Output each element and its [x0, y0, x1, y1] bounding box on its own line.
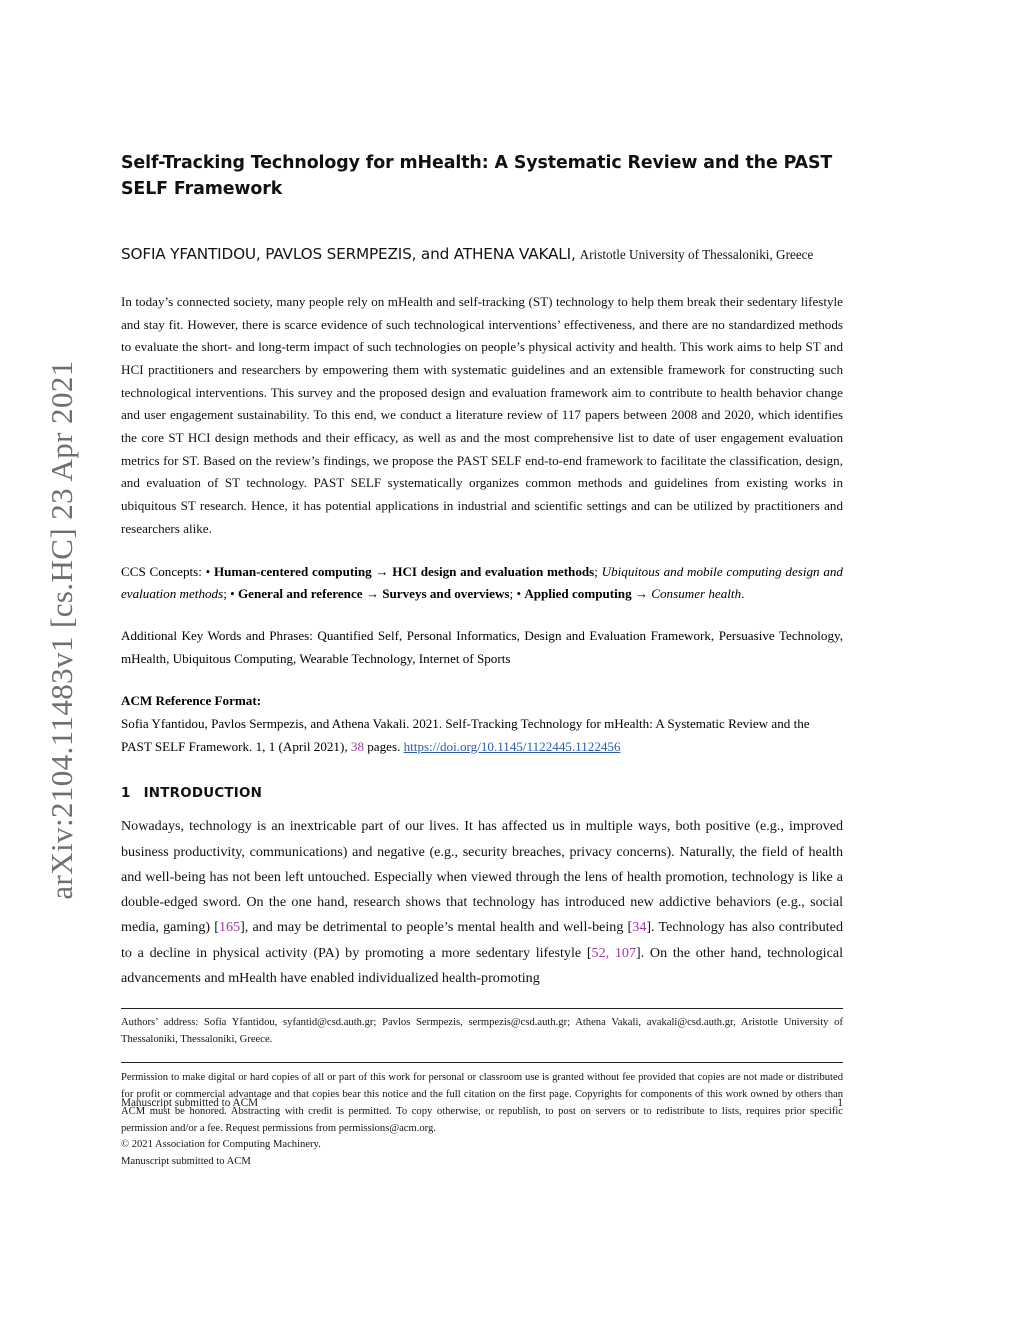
authors-names: SOFIA YFANTIDOU, PAVLOS SERMPEZIS, and ATHENA VAKALI,: [121, 244, 576, 263]
authors-address-footnote: Authors’ address: Sofia Yfantidou, syfantid@csd.auth.gr; Pavlos Sermpezis, sermpezis@csd.auth.gr; Athena Vakali, avakali@csd.auth.gr, Aristotle University of Thessaloniki, Thessaloniki, Greece.: [121, 1017, 843, 1045]
permission-divider: [121, 1062, 843, 1063]
authors-block: [121, 242, 843, 268]
authors-affiliation: Aristotle University of Thessaloniki, Greece: [579, 246, 814, 262]
section-title: INTRODUCTION: [143, 786, 263, 802]
paper-page: [121, 0, 843, 1320]
ccs-bullet-2: •: [516, 586, 525, 602]
acm-reference-citation: Sofia Yfantidou, Pavlos Sermpezis, and Athena Vakali. 2021. Self-Tracking Technology for mHealth: A Systematic Review and the PAST SELF Framework. 1, 1 (April 2021),: [121, 716, 810, 754]
ccs-category-0: Human-centered computing: [213, 563, 372, 579]
ccs-sep-a-0: ;: [594, 563, 602, 579]
ccs-target-1: Surveys and overviews: [382, 586, 510, 602]
permission-statement: Permission to make digital or hard copies of all or part of this work for personal or classroom use is granted without fee provided that copies are not made or distributed for profit or commercial advantage and that copies bear this notice and the full citation on the first page. Copyrights for components of this work owned by others than ACM must be honored. Abstracting with credit is permitted. To copy otherwise, or republish, to post on servers or to redistribute to lists, requires prior specific permission and/or a fee. Request permissions from permissions@acm.org.: [121, 1072, 843, 1134]
acm-reference-heading: ACM Reference Format:: [121, 693, 262, 709]
ccs-sep-b-0: ;: [223, 586, 227, 602]
intro-text-part-1: Nowadays, technology is an inextricable part of our lives. It has affected us in multiple ways, both positive (e.g., improved business productivity, communications) and negative (e.g., security breaches, privacy concerns). Naturally, the field of health and well-being has not been left untouched. Especially when viewed through the lens of health promotion, technology is like a double-edged sword. On the one hand, research shows that technology has introduced new addictive behaviors (e.g., social media, gaming) [: [121, 818, 843, 936]
acm-reference-pagecount: 38: [350, 738, 364, 754]
ccs-category-2: Applied computing: [524, 586, 632, 602]
page-footer: [121, 1097, 843, 1109]
ccs-sep-b-2: .: [741, 586, 745, 602]
citation-52-107[interactable]: 52, 107: [591, 944, 636, 961]
page-title: Self-Tracking Technology for mHealth: A Systematic Review and the PAST SELF Framework: [121, 153, 833, 200]
page-footer-left: Manuscript submitted to ACM: [121, 1097, 259, 1109]
introduction-paragraph: [121, 814, 843, 991]
ccs-category-1: General and reference: [237, 586, 363, 602]
copyright-line: © 2021 Association for Computing Machinery.: [121, 1139, 321, 1151]
ccs-list: [121, 564, 843, 602]
ccs-italic-2: Consumer health: [651, 586, 742, 602]
intro-text-part-2: ], and may be detrimental to people’s mental health and well-being [: [240, 919, 633, 936]
ccs-bullet-1: •: [226, 586, 238, 602]
author-address-divider: [121, 1008, 843, 1009]
abstract: In today’s connected society, many people rely on mHealth and self-tracking (ST) technology to help them break their sedentary lifestyle and stay fit. However, there is scarce evidence of such technological interventions’ effectiveness, and there are no standardized methods to evaluate the short- and long-term impact of such technologies on people’s physical activity and health. This work aims to help ST and HCI practitioners and researchers by empowering them with systematic guidelines and an extensible framework for constructing such technological interventions. This survey and the proposed design and evaluation framework aim to contribute to health behavior change and user engagement sustainability. To this end, we conduct a literature review of 117 papers between 2008 and 2020, which identifies the core ST HCI design methods and their efficacy, as well as and the most comprehensive list to date of user engagement evaluation metrics for ST. Based on the review’s findings, we propose the PAST SELF end-to-end framework to facilitate the classification, design, and evaluation of ST technology. PAST SELF systematically organizes common methods and guidelines from existing works in ubiquitous ST research. Hence, it has potential applications in industrial and scientific settings and can be utilized by practitioners and researchers alike.: [121, 293, 843, 536]
arxiv-stamp: [0, 0, 100, 1320]
section-number: 1: [121, 786, 131, 802]
acm-reference-pages-word: pages.: [363, 738, 404, 754]
ccs-arrow-0: →: [371, 563, 393, 579]
ccs-bullet-0: •: [205, 563, 214, 579]
arxiv-stamp-text: arXiv:2104.11483v1 [cs.HC] 23 Apr 2021: [44, 360, 79, 900]
keywords-value: Quantified Self, Personal Informatics, Design and Evaluation Framework, Persuasive Technology, mHealth, Ubiquitous Computing, Wearable Technology, Internet of Sports: [121, 627, 843, 666]
keywords-label: Additional Key Words and Phrases:: [121, 627, 313, 643]
ccs-italic-0: Ubiquitous and mobile computing design and evaluation methods: [121, 563, 843, 602]
permission-block: [121, 1070, 843, 1170]
keywords: [121, 625, 843, 670]
section-heading-introduction: [121, 786, 843, 801]
ccs-concepts: [121, 561, 843, 606]
doi-link[interactable]: https://doi.org/10.1145/1122445.1122456: [403, 738, 621, 754]
citation-165[interactable]: 165: [218, 919, 241, 936]
ccs-arrow-1: →: [362, 586, 383, 602]
page-number: 1: [837, 1097, 843, 1109]
intro-text-part-4: ]. On the other hand, technological advancements and mHealth have enabled individualized health-promoting: [121, 944, 843, 986]
ccs-arrow-2: →: [631, 586, 652, 602]
acm-reference-format: [121, 690, 843, 758]
intro-text-part-3: ]. Technology has also contributed to a decline in physical activity (PA) by promoting a more sedentary lifestyle [: [121, 919, 843, 961]
manuscript-note: Manuscript submitted to ACM: [121, 1156, 251, 1168]
citation-34[interactable]: 34: [632, 919, 647, 936]
ccs-label: CCS Concepts:: [121, 563, 202, 579]
ccs-sep-a-1: ;: [509, 586, 517, 602]
ccs-target-0: HCI design and evaluation methods: [392, 563, 595, 579]
